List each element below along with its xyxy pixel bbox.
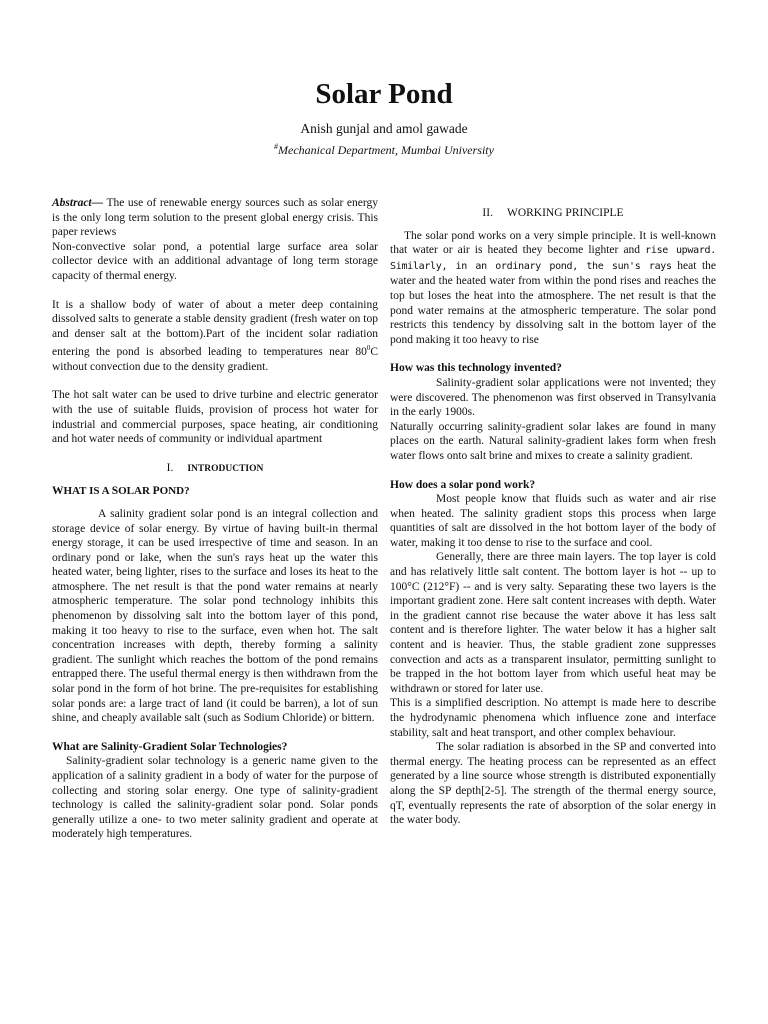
work-paragraph-4: The solar radiation is absorbed in the SP and converted into thermal energy. The heating process can be represented as an effect generated by a line source whose strength is distributed exponentially along the SP depth[2-5]. The strength of the thermal energy source, qT, eventually represents the rate of absorption of the solar energy in the water body. (390, 741, 716, 827)
introduction-paragraph: A salinity gradient solar pond is an integral collection and storage device of solar energy. By virtue of having built-in thermal energy storage, it can be used irrespective of time and season. In an ordinary pond or lake, when the sun's rays heat up the water this heated water, being lighter, rises to the surface and loses its heat to the atmosphere. The net result is that the pond water remains at nearly atmospheric temperature. The solar pond technology inhibits this phenomenon by dissolving salt into the bottom layer of this pond, making it too heavy to rise to the surface, even when hot. The salt concentration increases with depth, thereby forming a salinity gradient. The sunlight which reaches the bottom of the pond remains entrapped there. The useful thermal energy is then withdrawn from the solar pond in the form of hot brine. The pre-requisites for establishing solar ponds are: a large tract of land (it could be barren), a lot of sun shine, and cheaply available salt (such as Sodium Chloride) or bittern. (52, 507, 378, 725)
sgst-paragraph: Salinity-gradient solar technology is a generic name given to the application of a salinity gradient in a body of water for the purpose of collecting and storing solar energy. One type of salinity-gradient technology is called the salinity-gradient solar pond. Solar ponds generally utilize a one- to two meter salinity gradient and operate at moderately high temperatures. (52, 755, 378, 841)
abstract-p3-text-a: It is a shallow body of water of about a meter deep containing dissolved salts to generate a stable density gradient (fresh water on top and denser salt at the bottom).Part of the incident solar radiation entering the pond is absorbed leading to temperatures near 80 (52, 298, 378, 359)
work-paragraph-3: This is a simplified description. No attempt is made here to describe the hydrodynamic phenomena which influence zone and interface stability, salt and heat transport, and other complex behaviour. (390, 697, 716, 739)
abstract-label: Abstract— (52, 197, 104, 209)
wp-text-b: heat the water and the heated water from within the pond rises and reaches the top but loses the heat into the atmosphere. The net result is that the pond water remains at the atmospheric temperature. The solar pond restricts this tendency by dissolving salt in the bottom layer of the pond making it too heavy to rise (390, 259, 716, 346)
affiliation-text: Mechanical Department, Mumbai University (278, 143, 494, 157)
abstract-paragraph (52, 196, 378, 240)
affiliation-mark: # (274, 142, 279, 151)
wp-text-handwritten: rise upward. Similarly, in an ordinary pond, the sun's rays (390, 245, 716, 272)
invented-paragraph-1: Salinity-gradient solar applications were not invented; they were discovered. The phenomenon was first observed in Transylvania in the early 1900s. (390, 376, 716, 419)
abstract-paragraph-2: Non-convective solar pond, a potential large surface area solar collector device with an additional advantage of long term storage capacity of thermal energy. (52, 240, 378, 282)
work-paragraph-2: Generally, there are three main layers. The top layer is cold and has relatively little salt content. The bottom layer is hot -- up to 100°C (212°F) -- and is very salty. Separating these two layers is the important gradient zone. Here salt content increases with depth. Water in the gradient cannot rise because the water above it has less salt content and is therefore lighter. The water below it has a higher salt content and is heavier. Thus, the stable gradient zone suppresses convection and acts as a transparent insulator, permitting sunlight to be trapped in the hot bottom layer from which useful heat may be withdrawn or stored for later use. (390, 551, 716, 695)
abstract-text: The use of renewable energy sources such as solar energy is the only long term solution to the present global energy crisis. This paper reviews (52, 197, 378, 239)
invented-paragraph-2: Naturally occurring salinity-gradient solar lakes are found in many places on the earth. Natural salinity-gradient lakes form when fresh water flows onto salt brine and mixes to create a salinity gradient. (390, 420, 716, 462)
author-affiliation (0, 142, 768, 158)
section-number: I. (166, 461, 174, 474)
abstract-paragraph-4: The hot salt water can be used to drive turbine and electric generator with the use of suitable fluids, provision of process hot water for industrial and commercial purposes, space heating, air conditioning and hot water needs of community or individual apartment (52, 389, 378, 446)
degree-superscript: 0 (366, 344, 371, 353)
abstract-paragraph-3 (52, 298, 378, 375)
subheading-sgst: What are Salinity-Gradient Solar Technologies? (52, 740, 288, 753)
section-title: INTRODUCTION (187, 463, 264, 474)
working-principle-paragraph (390, 229, 716, 348)
section-heading-working-principle (390, 206, 716, 221)
wp-text-a: The solar pond works on a very simple principle. It is well-known that water or air is heated they become lighter and (390, 229, 716, 257)
subheading-what-is-solar-pond: WHAT IS A SOLAR POND? (52, 485, 190, 498)
section-number: II. (482, 207, 493, 219)
work-paragraph-1: Most people know that fluids such as water and air rise when heated. The salinity gradient stops this process when large quantities of salt are dissolved in the hot bottom layer of the body of water, making it too dense to rise to the surface and cool. (390, 493, 716, 549)
abstract-p3-text-b: C without convection due to the density gradient. (52, 346, 378, 373)
subheading-how-it-works: How does a solar pond work? (390, 478, 536, 491)
section-heading-introduction (52, 461, 378, 477)
paper-title: Solar Pond (315, 78, 453, 110)
section-title: WORKING PRINCIPLE (506, 207, 624, 219)
author-names: Anish gunjal and amol gawade (300, 121, 468, 136)
left-column (52, 196, 378, 842)
right-column (390, 206, 716, 828)
subheading-invented: How was this technology invented? (390, 362, 562, 375)
